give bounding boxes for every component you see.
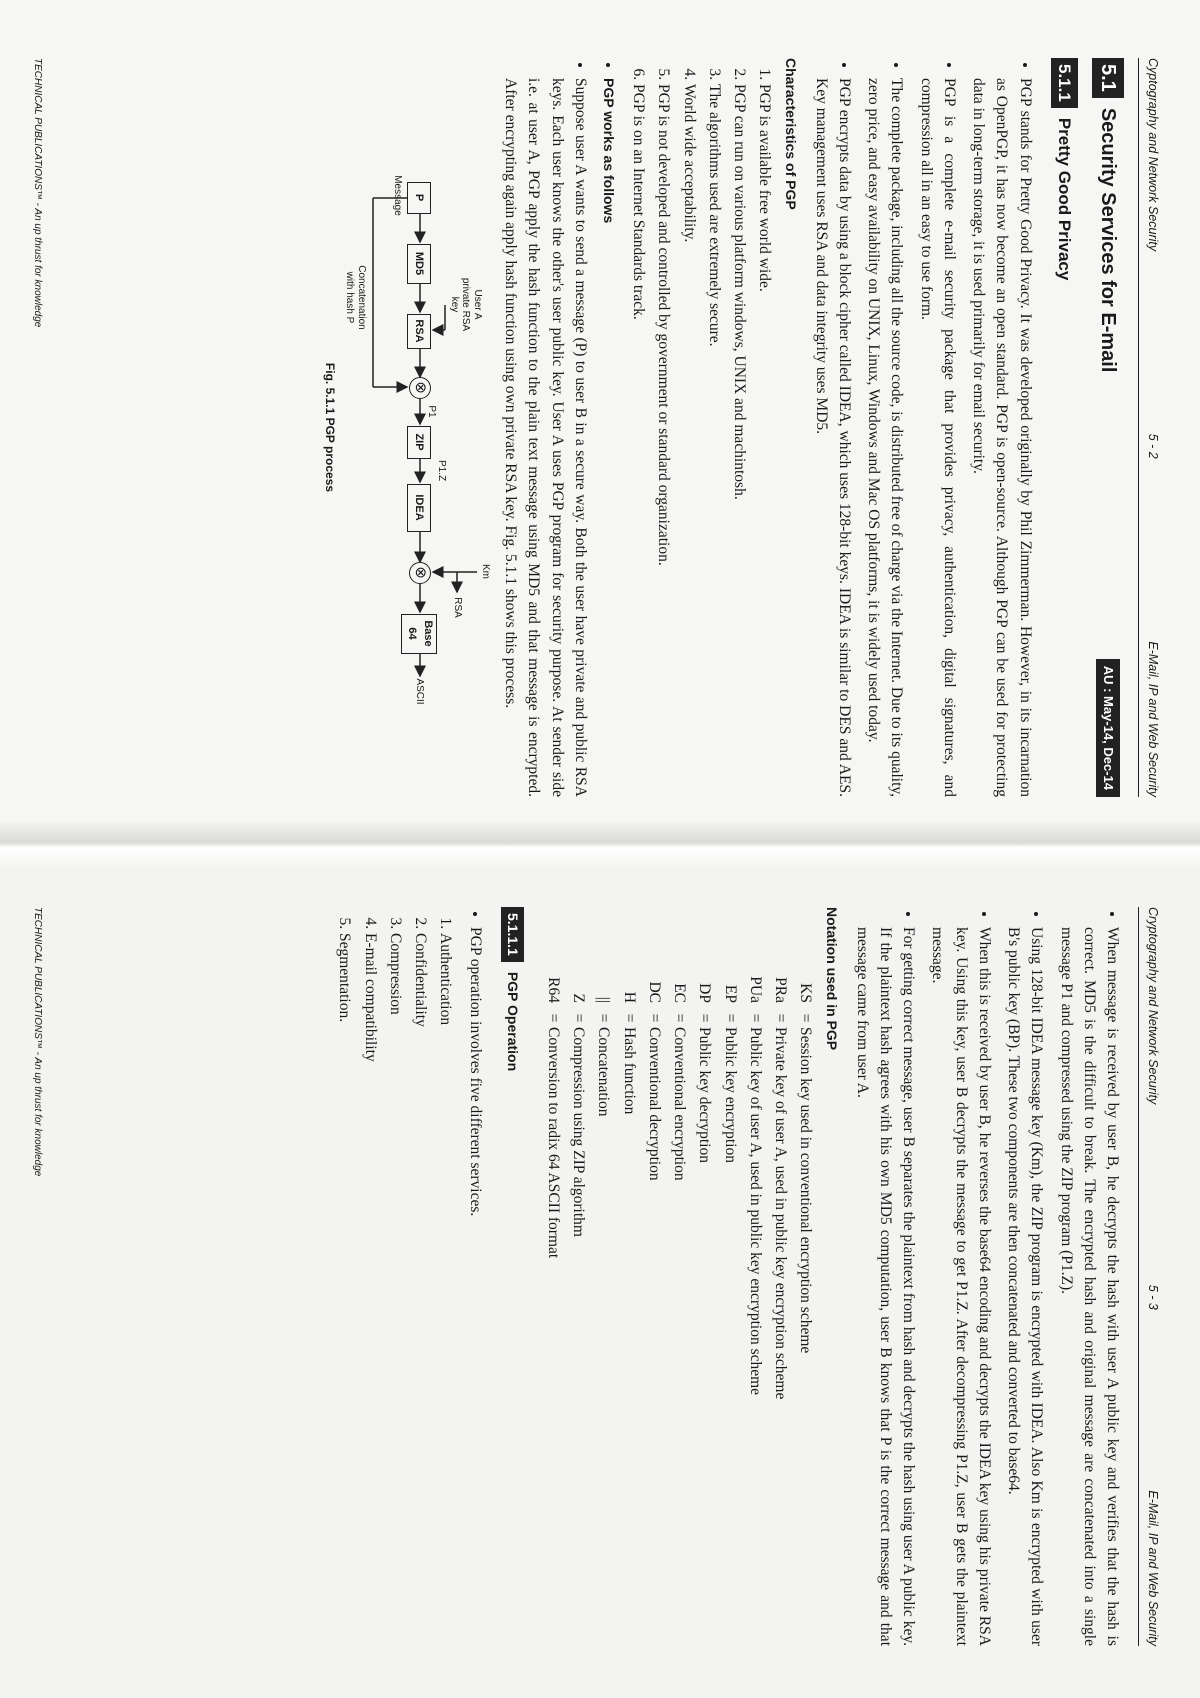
list-item: 2. PGP can run on various platform windows, UNIX and machintosh. xyxy=(728,84,751,797)
subsection-number: 5.1.1 xyxy=(1051,58,1079,108)
notation-row: PRa = Private key of user A, used in public key encryption scheme xyxy=(772,977,790,1400)
list-item: • PGP stands for Pretty Good Privacy. It was developed originally by Phil Zimmerman. However, in its incarnation as OpenPGP, it has now become an open standard. PGP is open-source. Although PGP can be used for protecting data in long-term storage, it is used primarily for email security. xyxy=(967,78,1037,797)
book-fold-divider xyxy=(0,820,1200,870)
notation-row: DC = Conventional decryption xyxy=(646,981,663,1181)
section-title: Security Services for E-mail xyxy=(1097,107,1120,373)
rsa-key-label: RSA xyxy=(452,597,463,618)
notation-row: Z = Compression using ZIP algorithm xyxy=(570,993,588,1237)
operation-bullets xyxy=(464,907,487,1646)
operation-heading xyxy=(501,907,524,1646)
subsection-title: Pretty Good Privacy xyxy=(1055,117,1075,281)
user-a-key-label: User A private RSA key xyxy=(449,277,483,332)
list-item: 3. Compression xyxy=(384,933,407,1646)
process-bullets xyxy=(851,907,1125,1646)
works-paragraph: • Suppose user A wants to send a message (P) to user B in a secure way. Both the user have private and public RSA keys. Each user knows the other's user public key. User A uses PGP program for security purpose. At sender side i.e. at user A, PGP apply the hash function to the plain text message using MD5 and that message is encrypted. After encrypting again apply hash function using own private RSA key. Fig. 5.1.1 shows this process. xyxy=(499,78,592,797)
operation-number: 5.1.1.1 xyxy=(501,907,524,962)
list-item: 1. Authentication xyxy=(434,933,457,1646)
list-item: • PGP encrypts data by using a block cipher called IDEA, which uses 128-bit keys. IDEA is similar to DES and AES. Key management uses RSA and data integrity uses MD5. xyxy=(810,78,857,797)
list-item: • When message is received by user B, he decrypts the hash with user A public key and verifies that the hash is correct. MD5 is the difficult to break. The encrypted hash and original message are concatenated into a single message P1 and compressed using the ZIP program (P1.Z). xyxy=(1055,927,1125,1646)
header-book-title: Cryptography and Network Security xyxy=(1146,907,1160,1105)
rsa-box: RSA xyxy=(407,314,431,349)
characteristics-list xyxy=(627,58,777,797)
notation-row: || = Concatenation xyxy=(595,996,613,1117)
notation-list xyxy=(542,907,818,1646)
header-page-number: 5 - 2 xyxy=(1146,433,1160,459)
zip-box: ZIP xyxy=(407,426,431,459)
works-heading: • PGP works as follows xyxy=(598,78,619,797)
list-item: • When this is received by user B, he reverses the base64 encoding and decrypts the IDEA key using his private RSA key. Using this key, user B decrypts the message to get P1.Z. After decompressing P1.Z, user B gets the plaintext message. xyxy=(926,927,996,1646)
header-chapter-title: E-Mail, IP and Web Security xyxy=(1146,1490,1160,1646)
page-footer: TECHNICAL PUBLICATIONS™ - An up thrust for knowledge xyxy=(32,58,43,328)
list-item: 5. PGP is not developed and controlled by government or standard organization. xyxy=(652,84,675,797)
notation-row: PUa = Public key of user A, used in public key encryption scheme xyxy=(747,976,764,1396)
list-item: 5. Segmentation. xyxy=(333,933,356,1646)
notation-row: H = Hash function xyxy=(620,991,638,1115)
list-item: 6. PGP is on an Internet Standards track. xyxy=(627,84,650,797)
header-book-title: Cyptography and Network Security xyxy=(1146,58,1160,252)
notation-row: KS = Session key used in conventional encryption scheme xyxy=(797,983,815,1354)
intro-bullets xyxy=(810,58,1037,797)
rotated-page-5-3 xyxy=(0,849,1200,1698)
list-item: • For getting correct message, user B separates the plaintext from hash and decrypts the hash using user A public key. If the plaintext hash agrees with his own MD5 computation, user B knows that P is the correct message and that message came from user A. xyxy=(851,927,921,1646)
ascii-label: ASCII xyxy=(414,678,425,705)
list-item: 2. Confidentiality xyxy=(409,933,432,1646)
list-item: • Using 128-bit IDEA message key (Km), the ZIP program is encrypted with IDEA. Also Km is encrypted with user B's public key (BP). These two components are then concatenated and converted to base64. xyxy=(1002,927,1049,1646)
list-item: • PGP operation involves five different services. xyxy=(464,927,487,1646)
running-header xyxy=(1138,907,1162,1646)
works-section xyxy=(499,58,619,797)
concatenation-label: Concatenation with hash P xyxy=(344,265,367,330)
subsection-heading xyxy=(1051,58,1079,797)
header-page-number: 5 - 3 xyxy=(1146,1284,1160,1310)
list-item: 1. PGP is available free world wide. xyxy=(753,84,776,797)
md5-box: MD5 xyxy=(407,244,431,284)
section-number: 5.1 xyxy=(1092,58,1124,98)
list-item: 4. World wide acceptability. xyxy=(678,84,701,797)
list-item: 4. E-mail compatibility xyxy=(359,933,382,1646)
operation-title: PGP Operation xyxy=(504,971,521,1072)
running-header xyxy=(1138,58,1162,797)
au-badge: AU : May-14, Dec-14 xyxy=(1097,659,1121,797)
plaintext-box: P xyxy=(407,182,431,214)
characteristics-heading: Characteristics of PGP xyxy=(783,58,800,210)
list-item: 3. The algorithms used are extremely secure. xyxy=(703,84,726,797)
notation-row: EP = Public key encryption xyxy=(721,984,739,1164)
notation-row: EC = Conventional encryption xyxy=(671,983,689,1181)
idea-box: IDEA xyxy=(407,484,431,532)
services-list xyxy=(333,907,457,1646)
km-label: Km xyxy=(480,564,491,579)
notation-row: R64 = Conversion to radix 64 ASCII format xyxy=(545,977,562,1259)
notation-heading: Notation used in PGP xyxy=(824,907,841,1051)
list-item: • The complete package, including all the source code, is distributed free of charge via the Internet. Due to its quality, zero price, and easy availability on UNIX, Linux, Windows and Mac OS platforms, it is widely used today. xyxy=(862,78,909,797)
list-item: • PGP is a complete e-mail security package that provides privacy, authentication, digital signatures, and compression all in an easy to use form. xyxy=(915,78,962,797)
scan-page-right xyxy=(0,849,1200,1698)
figure-connectors xyxy=(251,148,491,708)
message-label: Message xyxy=(392,175,403,216)
notation-row: DP = Public key decryption xyxy=(696,983,714,1164)
base64-box: Base 64 xyxy=(401,614,437,654)
header-chapter-title: E-Mail, IP and Web Security xyxy=(1146,641,1160,797)
concat-operator-icon: ⊗ xyxy=(409,377,431,399)
combine-operator-icon: ⊗ xyxy=(409,562,431,584)
figure-caption: Fig. 5.1.1 PGP process xyxy=(323,362,337,493)
p1-label: P1 xyxy=(426,405,437,418)
p1z-label: P1.Z xyxy=(436,459,447,482)
section-heading xyxy=(1092,58,1124,797)
page-footer: TECHNICAL PUBLICATIONS™ - An up thrust for knowledge xyxy=(32,907,43,1177)
pgp-process-figure xyxy=(251,148,491,708)
